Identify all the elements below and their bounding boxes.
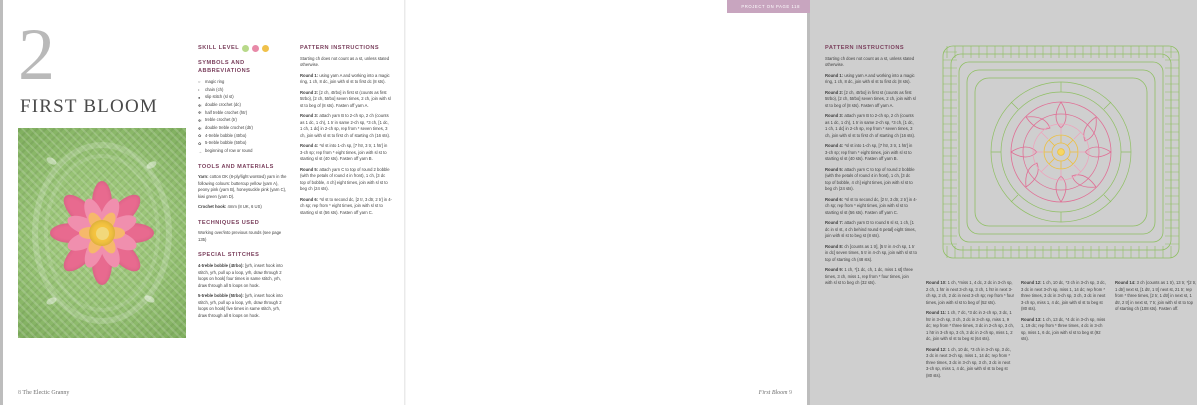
footer-right bbox=[759, 390, 792, 396]
round-label: Round 9: bbox=[825, 267, 844, 273]
list-item bbox=[198, 87, 290, 94]
skill-ball-icon bbox=[242, 45, 249, 52]
double-treble-icon: ✠ bbox=[198, 125, 202, 131]
round-label: Round 7: bbox=[825, 220, 844, 226]
list-item bbox=[198, 140, 290, 147]
column-skill-symbols bbox=[198, 44, 290, 323]
symbol-label: magic ring bbox=[205, 78, 225, 84]
skill-level-label: SKILL LEVEL bbox=[198, 45, 240, 51]
round-text: 1 ch, *[1 dc, ch, 1 dc, miss 1 st] three times, 3 ch, miss 1, rep from * four times, join with sl st to beg ch (32 sts). bbox=[825, 267, 913, 286]
symbol-label: 4-treble bobble (4trbo) bbox=[205, 132, 247, 138]
symbol-label: half treble crochet (htr) bbox=[205, 109, 248, 115]
symbol-label: chain (ch) bbox=[205, 86, 224, 92]
yarn-paragraph bbox=[198, 174, 290, 200]
round-text: *sl st into 1-ch sp, [7 htr, 3 tr, 1 htr] in 3-ch sp; rep from * eight times, join with sl st to starting sl st (40 sts). Fasten off yarn B. bbox=[825, 143, 913, 162]
round-text: attach yarn C to top of round 2 bobble (with the petals of round 4 in front), 1 ch, [3 dc top of bobble, 4 ch] eight times, join with sl st to beg ch (24 sts). bbox=[300, 166, 390, 192]
column-instructions-1 bbox=[300, 44, 392, 220]
footer-right-text: First Bloom bbox=[758, 390, 788, 396]
round-text: 1 ch, 10 dc, *3 ch in 3-ch sp, 3 dc, 3 dc in next 3-ch sp, miss 1, 14 dc; rep from * three times, 3 dc in 3-ch sp, 3 ch, 3 dc in next 3-ch sp, miss 1, 4 dc, join with sl st to beg st (80 sts). bbox=[1021, 280, 1106, 311]
round-item bbox=[825, 90, 917, 110]
list-item bbox=[198, 117, 290, 124]
yarn-text: cotton DK (8-ply/light worsted) yarn in the following colours: buttercup yellow (yarn A), peony pink (yarn B), honeysuckle pink (yarn C), kiwi green (yarn D). bbox=[198, 174, 287, 199]
hook-paragraph bbox=[198, 204, 290, 211]
symbol-label: beginning of row or round bbox=[205, 148, 253, 154]
hook-text: 4mm (8 UK, 6 US) bbox=[226, 204, 262, 210]
techniques-heading: TECHNIQUES USED bbox=[198, 219, 260, 226]
list-item bbox=[198, 94, 290, 101]
round-text: ch [counts as 1 tr], [5 tr in 4-ch sp, 1 tr in dc] seven times, 5 tr in 4-ch sp, join with sl st to top of starting ch (48 sts). bbox=[825, 243, 917, 262]
round-label: Round 11: bbox=[926, 310, 947, 315]
symbols-heading: SYMBOLS AND ABBREVIATIONS bbox=[198, 59, 251, 75]
round-text: 1 ch, 10 dc, *3 ch in 3-ch sp, 3 dc, 3 dc in next 3-ch sp, miss 1, 14 dc; rep from * three times, 3 dc in 3-ch sp, 3 ch, 3 dc in next 3-ch sp, miss 1, 4 dc, join with sl st to beg st (80 sts). bbox=[926, 346, 1011, 378]
column-instructions-2 bbox=[825, 44, 917, 291]
round-label: Round 4: bbox=[300, 143, 319, 149]
symbol-label: double treble crochet (dtr) bbox=[205, 125, 253, 131]
symbol-label: treble crochet (tr) bbox=[205, 117, 237, 123]
round-text: 3 ch (counts as 1 tr), 13 tr, *[2 tr, 1 dtr] next st, [1 dtr, 1 tr] next st, 21 tr; rep from * three times, [2 tr, 1 dtr] in next st, 1 dtr, 2 tr] in next st, 7 tr, join with sl st to top of starting ch (108 sts). Fasten off. bbox=[1115, 280, 1197, 311]
round-item bbox=[825, 197, 917, 217]
page-edge-right bbox=[807, 0, 810, 405]
crochet-square-image bbox=[18, 128, 186, 338]
project-page-tab bbox=[727, 0, 810, 13]
round-item bbox=[825, 167, 917, 193]
special-stitch-title: 4-treble bobble (4trbo): bbox=[198, 263, 244, 269]
round-item bbox=[926, 310, 1014, 343]
round-text: 1 ch, *miss 1, 4 dc, 2 dc in 3-ch sp, 2 ch, 1 htr in next 3-ch sp, 3 ch, 1 htr in next 3-ch sp, 2 ch, 2 dc in next 3-ch sp; rep from * four times, join with sl st to beg of (52 sts). bbox=[926, 280, 1014, 305]
round-text: *sl st to second dc, [2 tr, 3 dtr, 2 tr] in 4-ch sp; rep from * eight times, join with sl st to starting sl st (56 sts). Fasten off yarn C. bbox=[825, 196, 917, 215]
round-item bbox=[825, 267, 917, 287]
half-treble-icon: ✠ bbox=[198, 110, 202, 116]
list-item bbox=[198, 133, 290, 140]
round-text: attach yarn D to round 6 sl st, 1 ch, [1 dc in sl st, 4 ch behind round 6 petal] eight times, join with sl st to beg st (8 sts). bbox=[825, 220, 916, 239]
chain-icon: • bbox=[198, 87, 200, 93]
instructions-heading: PATTERN INSTRUCTIONS bbox=[300, 45, 380, 51]
round-item bbox=[1021, 280, 1109, 313]
page-number-left: 8 bbox=[18, 390, 21, 396]
footer-left bbox=[18, 390, 69, 396]
round-label: Round 13: bbox=[1021, 316, 1042, 322]
symbols-list bbox=[198, 79, 290, 155]
special-stitch-text: [yrh, insert hook into stitch, yrh, pull up a loop, yrh, draw through 2 loops on hook] five times in same stitch, yrh, draw through all 6 loops on hook. bbox=[198, 293, 283, 318]
round-item bbox=[825, 113, 917, 139]
yellow-center-rounds bbox=[1044, 135, 1078, 169]
double-crochet-icon: ✠ bbox=[198, 102, 202, 108]
round-item bbox=[300, 113, 392, 139]
round-label: Round 3: bbox=[300, 113, 319, 119]
round-label: Round 2: bbox=[300, 89, 319, 95]
project-page-tab-label: PROJECT ON PAGE 118 bbox=[741, 4, 800, 9]
instructions-intro: Starting ch does not count as a st, unless stated otherwise. bbox=[300, 55, 390, 68]
slip-stitch-icon: ● bbox=[198, 94, 201, 100]
list-item bbox=[198, 79, 290, 86]
four-treble-bobble-icon: ✿ bbox=[198, 133, 202, 139]
round-start-icon: → bbox=[198, 148, 202, 154]
round-text: [2 ch, 4trbo] in first st (counts as first 5trbo), [2 ch, 5trbo] seven times, 2 ch, join with sl st to beg of (8 sts). Fasten off yarn A. bbox=[300, 89, 391, 108]
round-text: attach yarn B to 2-ch sp, 2 ch (counts as 1 dc, 1 ch), 1 tr in same 2-ch sp, *3 ch, [1 dc, 1 ch, 1 dc] in 2-ch sp, rep from * seven times, 3 ch, join with sl st to first ch of starting ch (16 sts). bbox=[825, 113, 916, 138]
round-text: attach yarn B to 2-ch sp, 2 ch (counts as 1 dc, 1 ch), 1 tr in same 2-ch sp, *3 ch, [1 dc, 1 ch, 1 dc] in 2-ch sp, rep from * seven times, 3 ch, join with sl st to first ch of starting ch (16 sts). bbox=[300, 113, 391, 138]
round-label: Round 5: bbox=[300, 166, 319, 172]
list-item bbox=[198, 110, 290, 117]
tools-heading: TOOLS AND MATERIALS bbox=[198, 163, 274, 170]
skill-level-row bbox=[198, 44, 290, 53]
symbol-label: 5-treble bobble (5trbo) bbox=[205, 140, 247, 146]
chart-svg bbox=[925, 38, 1197, 266]
list-item bbox=[198, 125, 290, 132]
round-text: [2 ch, 4trbo] in first st (counts as first 5trbo), [2 ch, 5trbo] seven times, 2 ch, join with sl st to beg of (8 sts). Fasten off yarn A. bbox=[825, 89, 916, 108]
book-gutter bbox=[404, 0, 406, 405]
chapter-number: 2 bbox=[18, 14, 55, 96]
special-stitch-item bbox=[198, 263, 290, 289]
round-text: *sl st to second dc, [2 tr, 3 dtr, 2 tr] in 4-ch sp; rep from * eight times, join with sl st to starting sl st (56 sts). Fasten off yarn C. bbox=[300, 196, 392, 215]
column-instructions-4 bbox=[1021, 280, 1109, 347]
five-treble-bobble-icon: ✿ bbox=[198, 140, 202, 146]
round-text: using yarn A and working into a magic ring, 1 ch, 8 dc, join with sl st to first dc (8 sts). bbox=[825, 72, 915, 85]
round-item bbox=[300, 143, 392, 163]
round-label: Round 14: bbox=[1115, 280, 1136, 285]
flower-center-inner bbox=[96, 227, 109, 240]
round-label: Round 1: bbox=[825, 72, 844, 78]
round-label: Round 6: bbox=[300, 196, 319, 202]
round-item bbox=[1021, 317, 1109, 343]
round-item bbox=[825, 220, 917, 240]
crochet-flower bbox=[48, 179, 156, 287]
round-item bbox=[300, 90, 392, 110]
techniques-text: Working over/into previous rounds (see page 135) bbox=[198, 230, 282, 242]
round-item bbox=[300, 167, 392, 193]
round-text: 1 ch, 13 dc, *4 dc in 3-ch sp, miss 1, 19 dc; rep from * three times, 4 dc in 3-ch sp, miss 1, 6 dc, join with sl st to beg st (92 sts). bbox=[1021, 316, 1106, 341]
special-stitch-title: 5-treble bobble (5trbo): bbox=[198, 293, 244, 299]
round-text: attach yarn C to top of round 2 bobble (with the petals of round 4 in front), 1 ch, [3 dc top of bobble, 4 ch] eight times, join with sl st to beg ch (24 sts). bbox=[825, 166, 915, 192]
symbol-label: slip stitch (sl st) bbox=[205, 94, 234, 100]
round-item bbox=[926, 347, 1014, 380]
round-text: *sl st into 1-ch sp, [7 htr, 3 tr, 1 htr] in 3-ch sp; rep from * eight times, join with sl st to starting sl st (40 sts). Fasten off yarn B. bbox=[300, 143, 388, 162]
special-stitch-item bbox=[198, 293, 290, 319]
chapter-title: FIRST BLOOM bbox=[20, 96, 158, 117]
special-stitches-heading: SPECIAL STITCHES bbox=[198, 252, 260, 259]
skill-ball-icon bbox=[262, 45, 269, 52]
hook-label: Crochet hook: bbox=[198, 204, 227, 210]
round-label: Round 1: bbox=[300, 72, 319, 78]
round-label: Round 5: bbox=[825, 166, 844, 172]
round-item bbox=[825, 73, 917, 86]
round-label: Round 10: bbox=[926, 280, 947, 285]
treble-icon: ✠ bbox=[198, 117, 202, 123]
round-label: Round 12: bbox=[1021, 280, 1042, 285]
round-item bbox=[1115, 280, 1197, 313]
right-page bbox=[405, 0, 1197, 405]
special-stitch-text: [yrh, insert hook into stitch, yrh, pull up a loop, yrh, draw through 2 loops on hook] four times in same stitch, yrh, draw through all 5 loops on hook. bbox=[198, 263, 283, 288]
round-item bbox=[300, 73, 392, 86]
round-label: Round 8: bbox=[825, 243, 844, 249]
round-label: Round 6: bbox=[825, 196, 844, 202]
instructions-intro-right: Starting ch does not count as a st, unless stated otherwise. bbox=[825, 55, 915, 68]
round-item bbox=[300, 197, 392, 217]
symbol-label: double crochet (dc) bbox=[205, 102, 241, 108]
list-item bbox=[198, 102, 290, 109]
round-label: Round 3: bbox=[825, 113, 844, 119]
list-item bbox=[198, 148, 290, 155]
round-text: using yarn A and working into a magic ring, 1 ch, 8 dc, join with sl st to first dc (8 sts). bbox=[300, 72, 390, 85]
round-label: Round 12: bbox=[926, 346, 947, 352]
instructions-heading-right: PATTERN INSTRUCTIONS bbox=[825, 45, 905, 51]
skill-ball-icon bbox=[252, 45, 259, 52]
round-item bbox=[926, 280, 1014, 306]
left-page bbox=[0, 0, 405, 405]
crochet-chart-diagram bbox=[925, 38, 1197, 266]
yarn-label: Yarn: bbox=[198, 174, 209, 180]
round-label: Round 2: bbox=[825, 89, 844, 95]
round-item bbox=[825, 143, 917, 163]
project-photo bbox=[18, 128, 186, 358]
magic-ring-icon: ○ bbox=[198, 79, 201, 85]
page-edge-left bbox=[0, 0, 3, 405]
round-item bbox=[825, 244, 917, 264]
column-instructions-5 bbox=[1115, 280, 1197, 317]
round-label: Round 4: bbox=[825, 143, 844, 149]
round-text: 1 ch, 7 dc, *3 dc in 2-ch sp, 3 dc, 1 htr in 3-ch sp, 3 ch, 3 dc in 3-ch sp, miss 1, 9 dc; rep from * three times, 3 dc in 2-ch sp, 3 ch, 1 htr in 3-ch sp, 3 ch, 3 dc in 2-ch sp, miss 1, 2 dc, join with sl st to beg st (64 sts). bbox=[926, 310, 1014, 341]
column-instructions-3 bbox=[926, 280, 1014, 383]
footer-left-text: The Electic Granny bbox=[22, 390, 70, 396]
page-number-right: 9 bbox=[789, 390, 792, 396]
